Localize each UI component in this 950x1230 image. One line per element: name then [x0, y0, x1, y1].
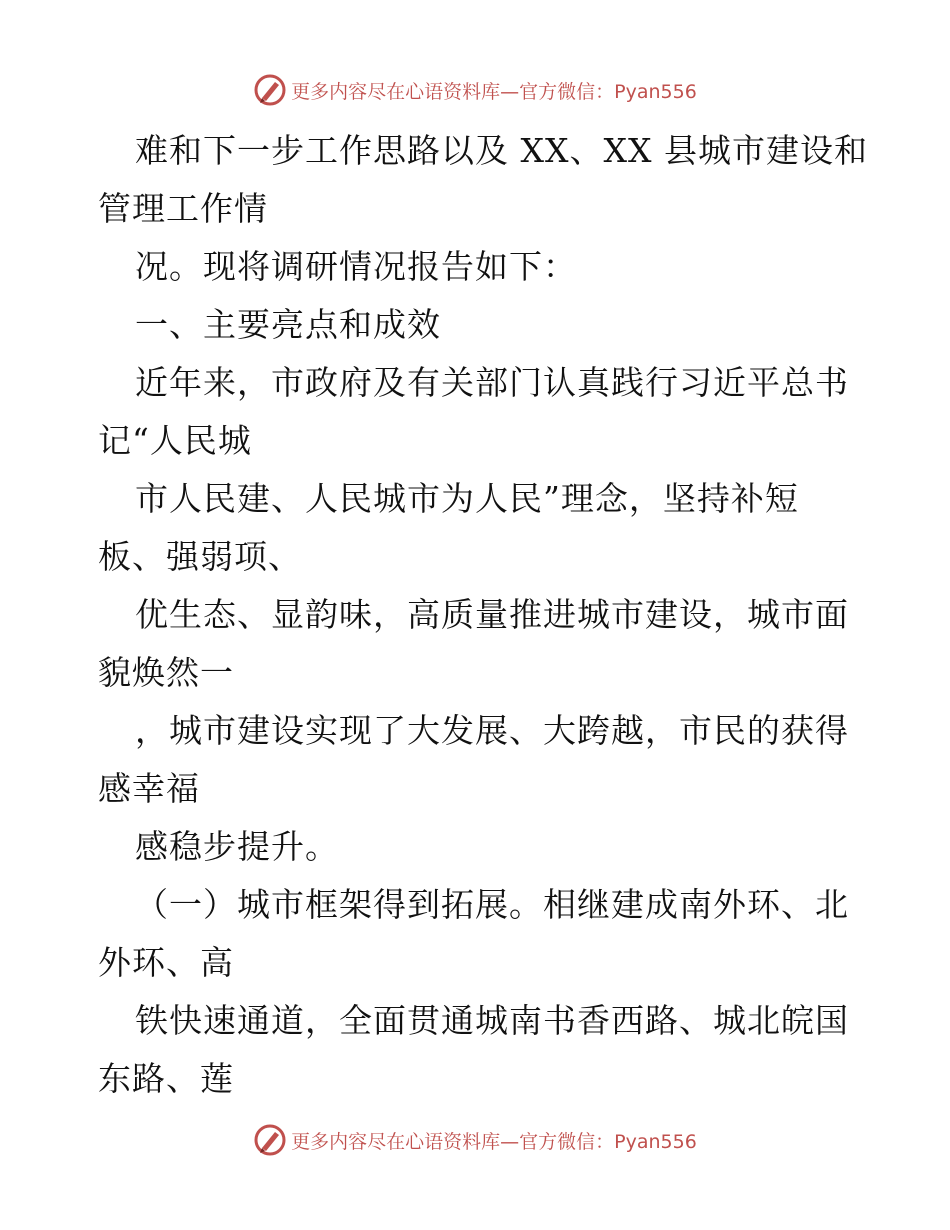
- text-line: 况。现将调研情况报告如下：: [135, 247, 577, 286]
- text-line: 铁快速通道，全面贯通城南书香西路、城北皖国: [135, 1001, 849, 1040]
- text-line: 记“人民城: [98, 421, 252, 460]
- text-line: 东路、莲: [98, 1059, 234, 1098]
- text-line: （一）城市框架得到拓展。相继建成南外环、北: [135, 885, 849, 924]
- text-line: 感幸福: [98, 769, 200, 808]
- watermark-text: 更多内容尽在心语资料库—官方微信：Pyan556: [291, 1130, 697, 1153]
- text-line: 优生态、显韵味，高质量推进城市建设，城市面: [135, 595, 849, 634]
- text-line: 貌焕然一: [98, 653, 234, 692]
- pen-logo-icon: [253, 1123, 287, 1157]
- text-line: 外环、高: [98, 943, 234, 982]
- watermark-text: 更多内容尽在心语资料库—官方微信：Pyan556: [291, 80, 697, 103]
- text-line: 感稳步提升。: [135, 827, 339, 866]
- text-line: ，城市建设实现了大发展、大跨越，市民的获得: [135, 711, 849, 750]
- footer-watermark: [0, 1120, 950, 1160]
- pen-logo-icon: [253, 73, 287, 107]
- header-watermark: [0, 70, 950, 110]
- text-line: 近年来，市政府及有关部门认真践行习近平总书: [135, 363, 849, 402]
- text-line: 难和下一步工作思路以及 XX、XX 县城市建设和: [135, 131, 868, 170]
- document-body: [98, 122, 868, 1108]
- text-line: 市人民建、人民城市为人民”理念，坚持补短: [135, 479, 799, 518]
- text-line: 一、主要亮点和成效: [135, 305, 441, 344]
- text-line: 板、强弱项、: [98, 537, 302, 576]
- text-line: 管理工作情: [98, 189, 268, 228]
